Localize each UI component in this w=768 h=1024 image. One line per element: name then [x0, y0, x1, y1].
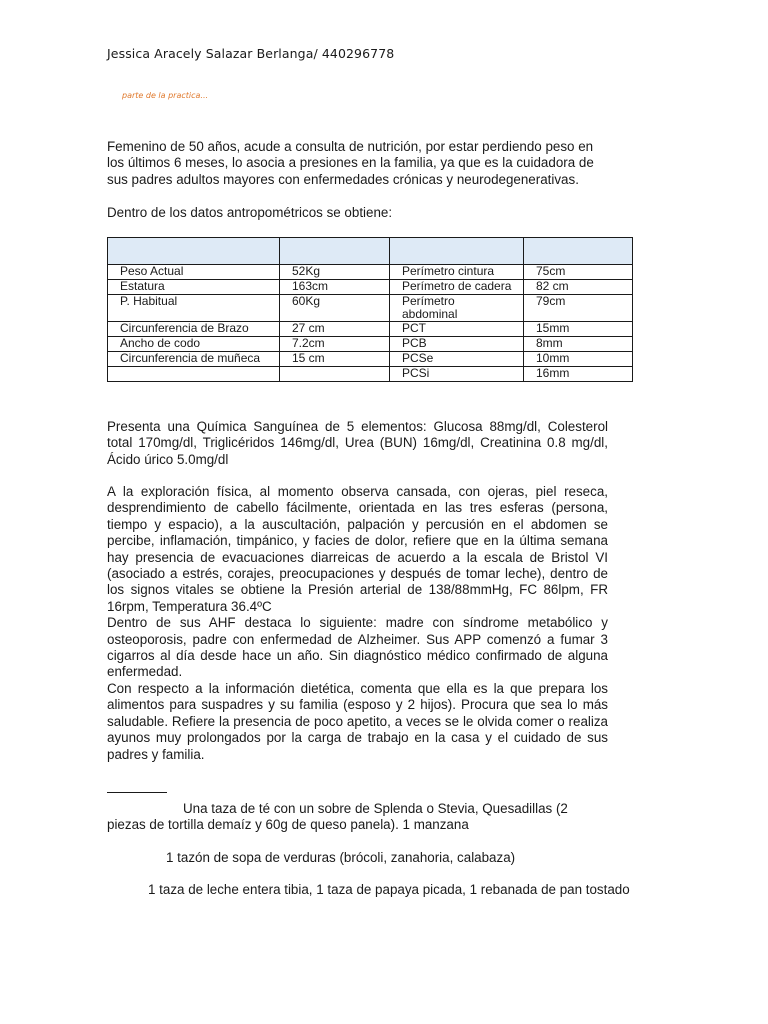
- table-row: [108, 367, 633, 382]
- table-row: [108, 337, 633, 352]
- table-cell: 79cm: [524, 295, 633, 322]
- case-intro-paragraph: Femenino de 50 años, acude a consulta de nutrición, por estar perdiendo peso en los últimos 6 meses, lo asocia a presiones en la familia, ya que es la cuidadora de sus padres adultos mayores con enfermedades crónicas y neurodegenerativas.: [107, 139, 594, 187]
- section-divider: [107, 792, 167, 793]
- table-cell: 7.2cm: [280, 337, 390, 352]
- lunch-entry: 1 tazón de sopa de verduras (brócoli, zanahoria, calabaza): [166, 850, 516, 865]
- table-cell: 15 cm: [280, 352, 390, 367]
- table-cell: 27 cm: [280, 322, 390, 337]
- table-cell: 8mm: [524, 337, 633, 352]
- table-cell: Estatura: [108, 280, 280, 295]
- table-row: [108, 295, 633, 322]
- dietary-info-paragraph: Con respecto a la información dietética, comenta que ella es la que prepara los alimentos para suspadres y su familia (esposo y 2 hijos). Procura que sea lo más saludable. Refiere la presencia de poco apetito, a veces se le olvida comer o realiza ayunos muy prolongados por la carga de trabajo en la casa y el cuidado de sus padres y familia.: [107, 680, 608, 762]
- table-header-cell: [390, 238, 524, 265]
- table-cell: PCT: [390, 322, 524, 337]
- table-cell: [280, 367, 390, 382]
- table-cell: PCSi: [390, 367, 524, 382]
- table-cell: PCSe: [390, 352, 524, 367]
- table-row: [108, 322, 633, 337]
- table-row: [108, 352, 633, 367]
- clinical-details: [107, 484, 608, 763]
- table-header-cell: [108, 238, 280, 265]
- breakfast-line-1: Una taza de té con un sobre de Splenda o Stevia, Quesadillas (2: [183, 801, 568, 816]
- anthro-intro-paragraph: Dentro de los datos antropométricos se obtiene:: [107, 205, 393, 220]
- author-header: Jessica Aracely Salazar Berlanga/ 440296778: [107, 46, 395, 61]
- table-cell: Perímetro abdominal: [390, 295, 524, 322]
- table-row: [108, 265, 633, 280]
- breakfast-line-2: piezas de tortilla demaíz y 60g de queso panela). 1 manzana: [107, 817, 469, 833]
- table-header-cell: [524, 238, 633, 265]
- table-cell: Ancho de codo: [108, 337, 280, 352]
- table-cell: Perímetro de cadera: [390, 280, 524, 295]
- table-cell: 75cm: [524, 265, 633, 280]
- blood-chemistry-paragraph: Presenta una Química Sanguínea de 5 elementos: Glucosa 88mg/dl, Colesterol total 170mg/dl, Triglicéridos 146mg/dl, Urea (BUN) 16mg/dl, Creatinina 0.8 mg/dl, Ácido úrico 5.0mg/dl: [107, 419, 608, 467]
- anthropometric-table: [107, 237, 633, 382]
- table-cell: PCB: [390, 337, 524, 352]
- table-cell: 10mm: [524, 352, 633, 367]
- table-cell: 52Kg: [280, 265, 390, 280]
- table-cell: 16mm: [524, 367, 633, 382]
- dinner-entry: 1 taza de leche entera tibia, 1 taza de papaya picada, 1 rebanada de pan tostado: [148, 882, 630, 897]
- physical-exam-paragraph: A la exploración física, al momento observa cansada, con ojeras, piel reseca, desprendimiento de cabello fácilmente, orientada en las tres esferas (persona, tiempo y espacio), a la auscultación, palpación y percusión en el abdomen se percibe, inflamación, timpánico, y facies de dolor, refiere que en la última semana hay presencia de evacuaciones diarreicas de acuerdo a la escala de Bristol VI (asociado a estrés, corajes, preocupaciones y después de tomar leche), dentro de los signos vitales se obtiene la Presión arterial de 138/88mmHg, FC 86lpm, FR 16rpm, Temperatura 36.4ºC: [107, 484, 608, 614]
- table-cell: [108, 367, 280, 382]
- table-cell: Peso Actual: [108, 265, 280, 280]
- table-cell: 15mm: [524, 322, 633, 337]
- table-cell: Circunferencia de muñeca: [108, 352, 280, 367]
- table-cell: Perímetro cintura: [390, 265, 524, 280]
- table-cell: 82 cm: [524, 280, 633, 295]
- breakfast-entry: [107, 801, 608, 834]
- table-cell: 163cm: [280, 280, 390, 295]
- table-header-row: [108, 238, 633, 265]
- table-cell: 60Kg: [280, 295, 390, 322]
- practice-subtitle: parte de la practica...: [122, 91, 209, 100]
- table-cell: Circunferencia de Brazo: [108, 322, 280, 337]
- family-history-paragraph: Dentro de sus AHF destaca lo siguiente: madre con síndrome metabólico y osteoporosis, padre con enfermedad de Alzheimer. Sus APP comenzó a fumar 3 cigarros al día desde hace un año. Sin diagnóstico médico confirmado de alguna enfermedad.: [107, 615, 608, 680]
- table-cell: P. Habitual: [108, 295, 280, 322]
- table-header-cell: [280, 238, 390, 265]
- table-row: [108, 280, 633, 295]
